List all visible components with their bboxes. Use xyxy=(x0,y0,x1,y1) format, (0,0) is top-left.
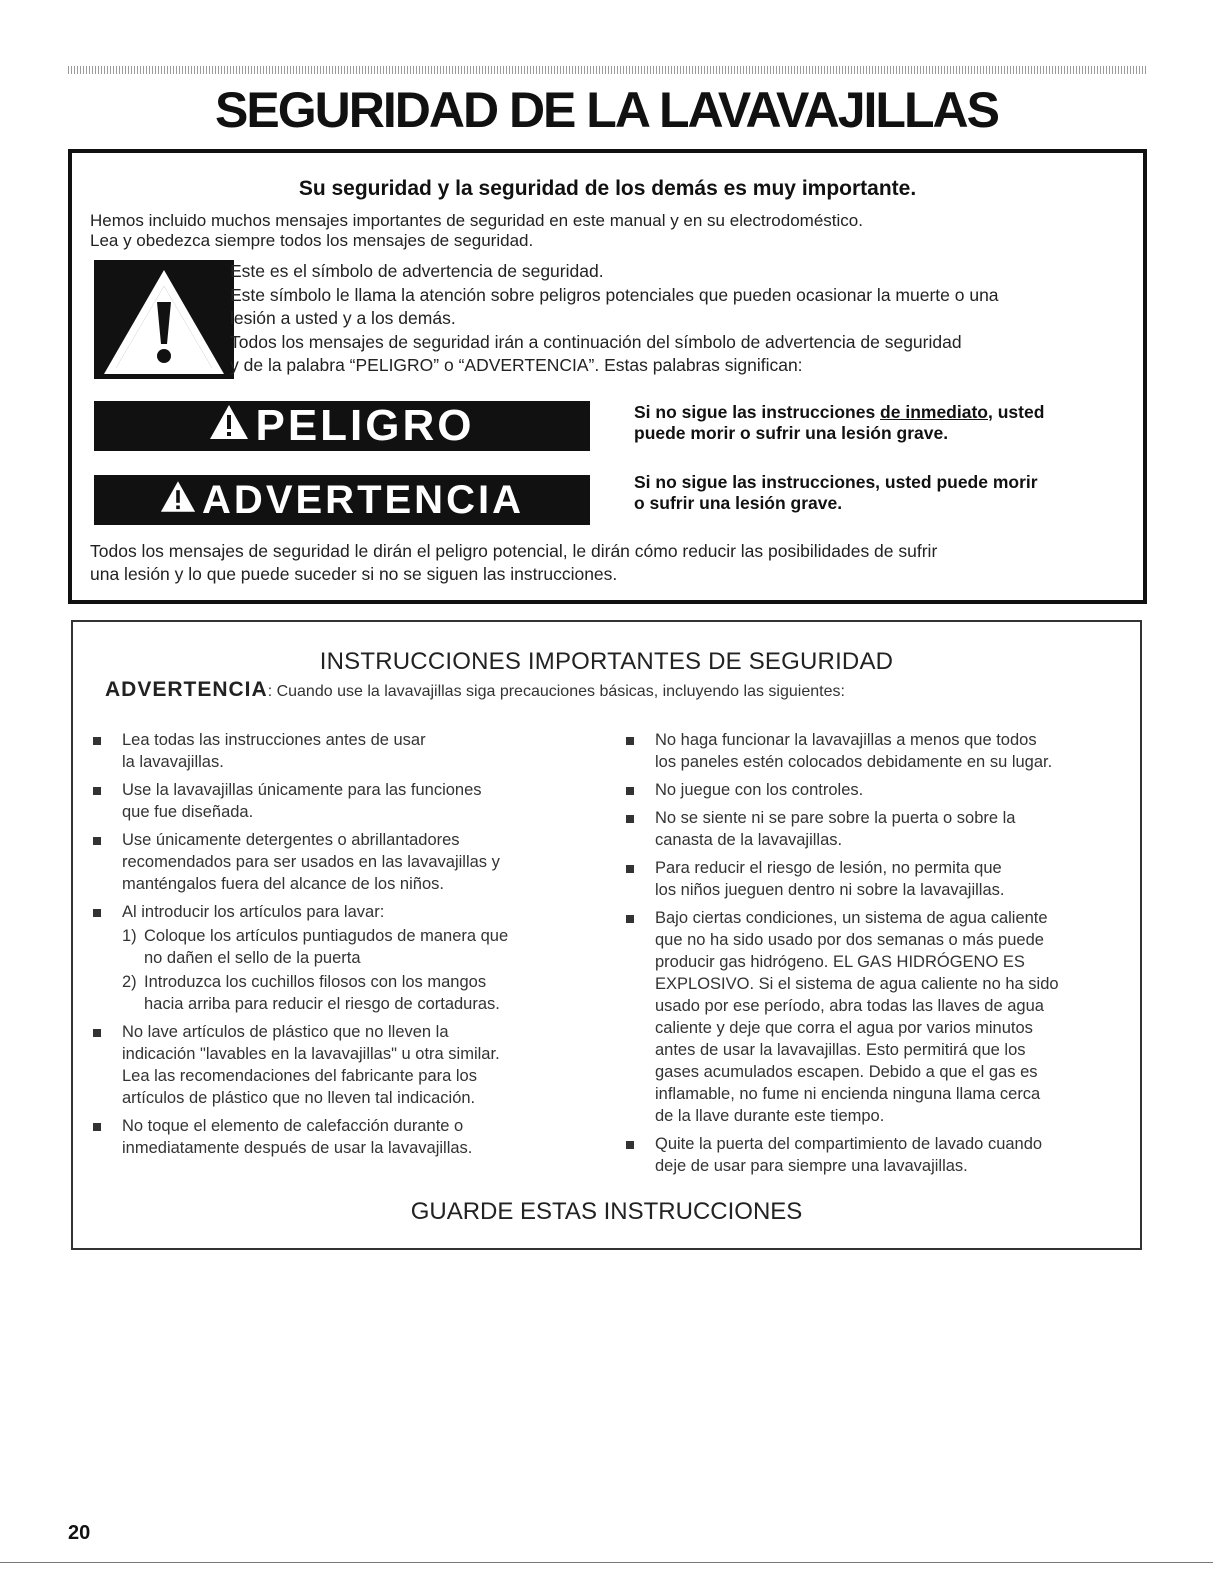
list-item-line: artículos de plástico que no lleven tal indicación. xyxy=(122,1089,476,1107)
warning-desc-line1: Si no sigue las instrucciones, usted puede morir xyxy=(634,472,1038,492)
sub-item xyxy=(122,925,613,969)
instructions-heading: INSTRUCCIONES IMPORTANTES DE SEGURIDAD xyxy=(319,648,894,675)
bullet-icon xyxy=(626,865,634,873)
warning-triangle-icon xyxy=(209,401,249,451)
danger-description xyxy=(634,402,1114,444)
advertencia-line xyxy=(105,678,845,702)
list-item-line: de la llave durante este tiempo. xyxy=(655,1107,885,1125)
sub-item-number: 2) xyxy=(122,973,137,991)
left-column xyxy=(93,729,613,1165)
closing-line: una lesión y lo que puede suceder si no se siguen las instrucciones. xyxy=(90,564,618,584)
list-item xyxy=(93,1115,613,1159)
save-instructions-heading: GUARDE ESTAS INSTRUCCIONES xyxy=(410,1198,803,1225)
list-item xyxy=(626,729,1126,773)
advertencia-word: ADVERTENCIA xyxy=(105,678,268,701)
page-title: SEGURIDAD DE LA LAVAVAJILLAS xyxy=(215,82,998,138)
safety-heading: Su seguridad y la seguridad de los demás es muy importante. xyxy=(298,177,917,200)
sub-item-line xyxy=(122,971,613,993)
advertencia-text: : Cuando use la lavavajillas siga precauciones básicas, incluyendo las siguientes: xyxy=(267,683,845,700)
warning-label: ADVERTENCIA xyxy=(202,477,524,522)
list-item-line: No juegue con los controles. xyxy=(655,781,864,799)
danger-desc-underlined: de inmediato xyxy=(880,402,988,422)
list-item-line: Al introducir los artículos para lavar: xyxy=(122,903,385,921)
symbol-line: y de la palabra “PELIGRO” o “ADVERTENCIA”. Estas palabras significan: xyxy=(230,355,803,375)
list-item-line: antes de usar la lavavajillas. Esto permitirá que los xyxy=(655,1041,1026,1059)
list-item-line: caliente y deje que corra el agua por varios minutos xyxy=(655,1019,1033,1037)
list-item-line: Lea todas las instrucciones antes de usar xyxy=(122,731,426,749)
list-item-line: Use únicamente detergentes o abrillantadores xyxy=(122,831,460,849)
bullet-icon xyxy=(626,1141,634,1149)
list-item xyxy=(93,1021,613,1109)
list-item-line: Lea las recomendaciones del fabricante para los xyxy=(122,1067,477,1085)
list-item-line: No se siente ni se pare sobre la puerta o sobre la xyxy=(655,809,1016,827)
list-item-line: EXPLOSIVO. Si el sistema de agua caliente no ha sido xyxy=(655,975,1059,993)
list-item-line: gases acumulados escapen. Debido a que el gas es xyxy=(655,1063,1038,1081)
list-item-line: Bajo ciertas condiciones, un sistema de agua caliente xyxy=(655,909,1048,927)
intro-line-2: Lea y obedezca siempre todos los mensajes de seguridad. xyxy=(90,231,534,250)
list-item-line: Para reducir el riesgo de lesión, no permita que xyxy=(655,859,1002,877)
list-item-line: No toque el elemento de calefacción durante o xyxy=(122,1117,464,1135)
bullet-icon xyxy=(626,787,634,795)
list-item-line: inflamable, no fume ni encienda ninguna llama cerca xyxy=(655,1085,1041,1103)
danger-label: PELIGRO xyxy=(255,401,475,450)
list-item-line: los paneles estén colocados debidamente en su lugar. xyxy=(655,753,1053,771)
sub-item-line: no dañen el sello de la puerta xyxy=(144,949,361,967)
warning-desc-line2: o sufrir una lesión grave. xyxy=(634,493,843,513)
list-item-line: producir gas hidrógeno. EL GAS HIDRÓGENO ES xyxy=(655,953,1025,971)
list-item-line: Use la lavavajillas únicamente para las funciones xyxy=(122,781,482,799)
list-item xyxy=(626,907,1126,1127)
list-item-line: que no ha sido usado por dos semanas o más puede xyxy=(655,931,1044,949)
list-item xyxy=(93,779,613,823)
bullet-icon xyxy=(93,787,101,795)
list-item-line: la lavavajillas. xyxy=(122,753,224,771)
bullet-icon xyxy=(626,737,634,745)
list-item-line: usado por ese período, abra todas las llaves de agua xyxy=(655,997,1044,1015)
warning-description xyxy=(634,472,1114,514)
list-item-line: manténgalos fuera del alcance de los niños. xyxy=(122,875,444,893)
bullet-icon xyxy=(93,1029,101,1037)
list-item-line: los niños jueguen dentro ni sobre la lavavajillas. xyxy=(655,881,1005,899)
bullet-icon xyxy=(93,837,101,845)
list-item xyxy=(626,1133,1126,1177)
top-dotted-rule xyxy=(68,66,1146,74)
list-item xyxy=(93,901,613,1015)
symbol-line: Todos los mensajes de seguridad irán a continuación del símbolo de advertencia de seguridad xyxy=(230,331,962,352)
sub-item-line xyxy=(122,925,613,947)
list-item-line: Quite la puerta del compartimiento de lavado cuando xyxy=(655,1135,1043,1153)
page-number: 20 xyxy=(68,1522,91,1544)
list-item-line: inmediatamente después de usar la lavavajillas. xyxy=(122,1139,473,1157)
symbol-line: Este símbolo le llama la atención sobre peligros potenciales que pueden ocasionar la muerte o una xyxy=(230,284,999,305)
bullet-icon xyxy=(626,915,634,923)
bullet-icon xyxy=(626,815,634,823)
sub-item-line: hacia arriba para reducir el riesgo de cortaduras. xyxy=(144,995,500,1013)
list-item-line: recomendados para ser usados en las lavavajillas y xyxy=(122,853,500,871)
bottom-rule xyxy=(0,1562,1213,1563)
warning-triangle-icon xyxy=(160,478,196,523)
bullet-icon xyxy=(93,737,101,745)
list-item xyxy=(93,829,613,895)
right-column xyxy=(626,729,1126,1183)
bullet-icon xyxy=(93,1123,101,1131)
list-item-line: deje de usar para siempre una lavavajillas. xyxy=(655,1157,968,1175)
sub-item-number: 1) xyxy=(122,927,137,945)
list-item-line: que fue diseñada. xyxy=(122,803,254,821)
closing-line: Todos los mensajes de seguridad le dirán el peligro potencial, le dirán cómo reducir las posibilidades de sufrir xyxy=(90,541,938,561)
list-item xyxy=(93,729,613,773)
instructions-box xyxy=(71,620,1142,1250)
list-item-line: canasta de la lavavajillas. xyxy=(655,831,843,849)
bullet-icon xyxy=(93,909,101,917)
warning-signal-bar xyxy=(94,475,590,525)
symbol-line: lesión a usted y a los demás. xyxy=(230,308,456,328)
safety-alert-symbol-icon xyxy=(94,260,234,379)
intro-line-1: Hemos incluido muchos mensajes importantes de seguridad en este manual y en su electrodoméstico. xyxy=(90,211,863,230)
safety-box xyxy=(68,149,1147,604)
list-item xyxy=(626,857,1126,901)
list-item xyxy=(626,807,1126,851)
sub-item-text: Introduzca los cuchillos filosos con los mangos xyxy=(144,973,487,991)
symbol-line: Este es el símbolo de advertencia de seguridad. xyxy=(230,261,604,281)
list-item-line: indicación "lavables en la lavavajillas" u otra similar. xyxy=(122,1045,500,1063)
danger-signal-bar xyxy=(94,401,590,451)
closing-text xyxy=(90,540,1120,586)
list-item xyxy=(626,779,1126,801)
sub-item xyxy=(122,971,613,1015)
sub-item-text: Coloque los artículos puntiagudos de manera que xyxy=(144,927,509,945)
symbol-explanation xyxy=(230,260,1120,378)
danger-desc-text: Si no sigue las instrucciones xyxy=(634,402,881,422)
danger-desc-line2: puede morir o sufrir una lesión grave. xyxy=(634,423,949,443)
danger-desc-text: , usted xyxy=(987,402,1045,422)
list-item-line: No haga funcionar la lavavajillas a menos que todos xyxy=(655,731,1037,749)
list-item-line: No lave artículos de plástico que no lleven la xyxy=(122,1023,449,1041)
